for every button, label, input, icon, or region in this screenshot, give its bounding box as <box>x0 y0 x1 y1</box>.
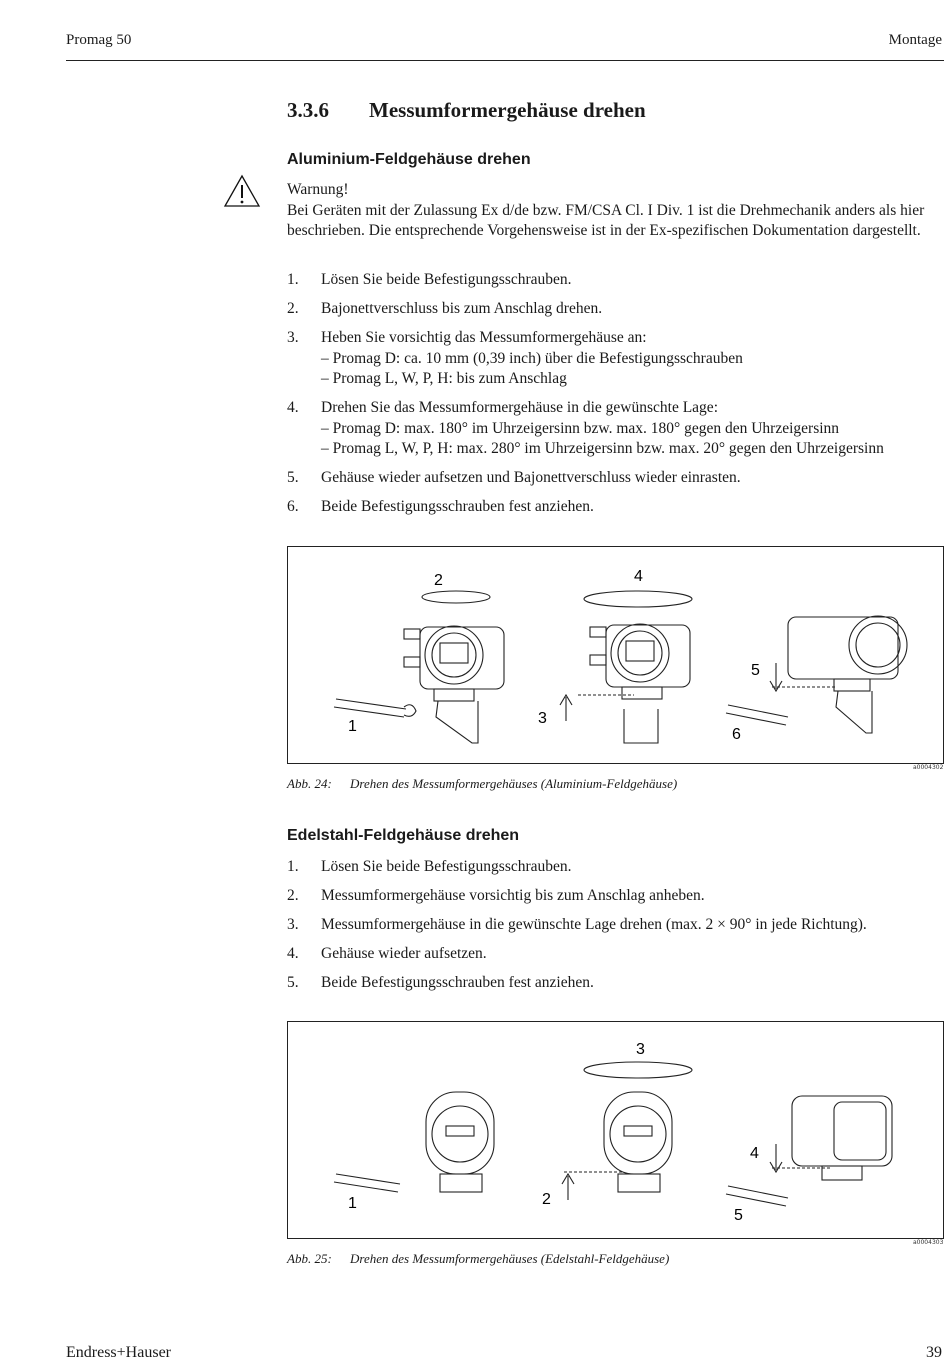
step-number: 1. <box>287 271 299 288</box>
step-number: 4. <box>287 945 299 962</box>
fig24-label-1: 1 <box>348 718 357 735</box>
wrench-1 <box>334 699 406 717</box>
caption-fig25-label: Abb. 25: <box>287 1251 332 1266</box>
section-number: 3.3.6 <box>287 98 329 122</box>
rotation-arrow-4 <box>584 591 692 607</box>
caption-fig24-text: Drehen des Messumformergehäuses (Aluminium-Feldgehäuse) <box>350 776 678 791</box>
wrench-ss-1 <box>334 1174 400 1192</box>
step-sub-item: – Promag D: ca. 10 mm (0,39 inch) über die Befestigungsschrauben <box>321 349 743 367</box>
figure-id-25: a0004303 <box>913 1239 944 1246</box>
fig24-label-3: 3 <box>538 710 547 727</box>
section-title: Messumformergehäuse drehen <box>369 98 646 122</box>
aluminium-rotation-diagram <box>288 547 943 763</box>
fig25-label-2: 2 <box>542 1191 551 1208</box>
step-number: 3. <box>287 329 299 346</box>
step-text: Beide Befestigungsschrauben fest anziehen. <box>321 974 594 991</box>
fig24-label-4: 4 <box>634 568 643 585</box>
fig25-label-4: 4 <box>750 1145 759 1162</box>
stainless-steps <box>287 857 943 1002</box>
step-text: Messumformergehäuse vorsichtig bis zum Anschlag anheben. <box>321 887 705 904</box>
header-chapter-name: Montage <box>888 32 942 48</box>
step-sub-item: – Promag L, W, P, H: max. 280° im Uhrzeigersinn bzw. max. 20° gegen den Uhrzeigersinn <box>321 440 884 457</box>
header-product-name: Promag 50 <box>66 32 132 48</box>
stainless-rotation-diagram <box>288 1022 943 1238</box>
caption-fig24-label: Abb. 24: <box>287 776 332 791</box>
step-text: Lösen Sie beide Befestigungsschrauben. <box>321 271 572 288</box>
aluminium-device-1 <box>404 626 504 743</box>
warning-block <box>287 180 943 242</box>
rotation-arrow-ss-3 <box>584 1062 692 1078</box>
wrench-ss-5 <box>726 1186 788 1206</box>
step-number: 5. <box>287 974 299 991</box>
stainless-subheading: Edelstahl-Feldgehäuse drehen <box>287 827 520 844</box>
header-rule <box>66 60 944 61</box>
list-item <box>287 299 943 320</box>
step-text: Messumformergehäuse in die gewünschte Lage drehen (max. 2 × 90° in jede Richtung). <box>321 916 867 933</box>
stainless-device-2 <box>564 1092 672 1192</box>
warning-text: Bei Geräten mit der Zulassung Ex d/de bzw. FM/CSA Cl. I Div. 1 ist die Drehmechanik anders als hier beschrieben. Die entsprechende Vorgehensweise ist in der Ex-spezifischen Dokumentation dargestellt. <box>287 201 925 239</box>
step-sub-item: – Promag L, W, P, H: bis zum Anschlag <box>321 370 567 387</box>
list-item <box>287 944 943 965</box>
list-item <box>287 886 943 907</box>
caption-fig24 <box>287 776 677 792</box>
figure-aluminium-housing <box>287 546 944 764</box>
fig25-label-1: 1 <box>348 1195 357 1212</box>
fig24-label-5: 5 <box>751 662 760 679</box>
section-heading <box>287 98 646 123</box>
list-item <box>287 915 943 936</box>
lift-arrow-3 <box>560 695 572 721</box>
step-number: 2. <box>287 300 299 317</box>
step-text: Lösen Sie beide Befestigungsschrauben. <box>321 858 572 875</box>
step-sub-item: – Promag D: max. 180° im Uhrzeigersinn bzw. max. 180° gegen den Uhrzeigersinn <box>321 419 840 437</box>
footer-page-number: 39 <box>926 1344 942 1361</box>
step-text: Gehäuse wieder aufsetzen und Bajonettverschluss wieder einrasten. <box>321 469 741 486</box>
list-item <box>287 973 943 994</box>
lift-arrow-ss-2 <box>562 1174 574 1200</box>
figure-id-24: a0004302 <box>913 764 944 771</box>
aluminium-subheading: Aluminium-Feldgehäuse drehen <box>287 151 531 168</box>
step-text: Drehen Sie das Messumformergehäuse in die gewünschte Lage: <box>321 399 718 416</box>
step-text: Heben Sie vorsichtig das Messumformergehäuse an: <box>321 329 647 346</box>
fig25-label-5: 5 <box>734 1207 743 1224</box>
warning-label: Warnung! <box>287 181 349 198</box>
step-number: 4. <box>287 399 299 416</box>
rotation-arrow-2 <box>422 591 490 603</box>
aluminium-steps <box>287 270 943 526</box>
list-item <box>287 270 943 291</box>
caption-fig25 <box>287 1251 669 1267</box>
list-item <box>287 398 943 460</box>
aluminium-device-3 <box>772 616 907 733</box>
list-item <box>287 328 943 390</box>
caption-fig25-text: Drehen des Messumformergehäuses (Edelstahl-Feldgehäuse) <box>350 1251 670 1266</box>
wrench-6 <box>726 705 788 725</box>
fig24-label-2: 2 <box>434 572 443 589</box>
step-number: 3. <box>287 916 299 933</box>
figure-stainless-housing <box>287 1021 944 1239</box>
step-text: Gehäuse wieder aufsetzen. <box>321 945 487 962</box>
warning-triangle-icon <box>223 174 261 208</box>
list-item <box>287 857 943 878</box>
fig25-label-3: 3 <box>636 1041 645 1058</box>
fig24-label-6: 6 <box>732 726 741 743</box>
step-number: 5. <box>287 469 299 486</box>
wrench-head-1 <box>404 705 416 717</box>
step-number: 6. <box>287 498 299 515</box>
step-number: 1. <box>287 858 299 875</box>
list-item <box>287 468 943 489</box>
list-item <box>287 497 943 518</box>
stainless-device-3 <box>772 1096 892 1180</box>
step-text: Bajonettverschluss bis zum Anschlag drehen. <box>321 300 603 317</box>
step-number: 2. <box>287 887 299 904</box>
footer-brand: Endress+Hauser <box>66 1344 171 1361</box>
lower-arrow-5 <box>770 663 782 691</box>
step-text: Beide Befestigungsschrauben fest anziehen. <box>321 498 594 515</box>
aluminium-device-2 <box>578 624 690 743</box>
lower-arrow-ss-4 <box>770 1144 782 1172</box>
stainless-device-1 <box>426 1092 494 1192</box>
